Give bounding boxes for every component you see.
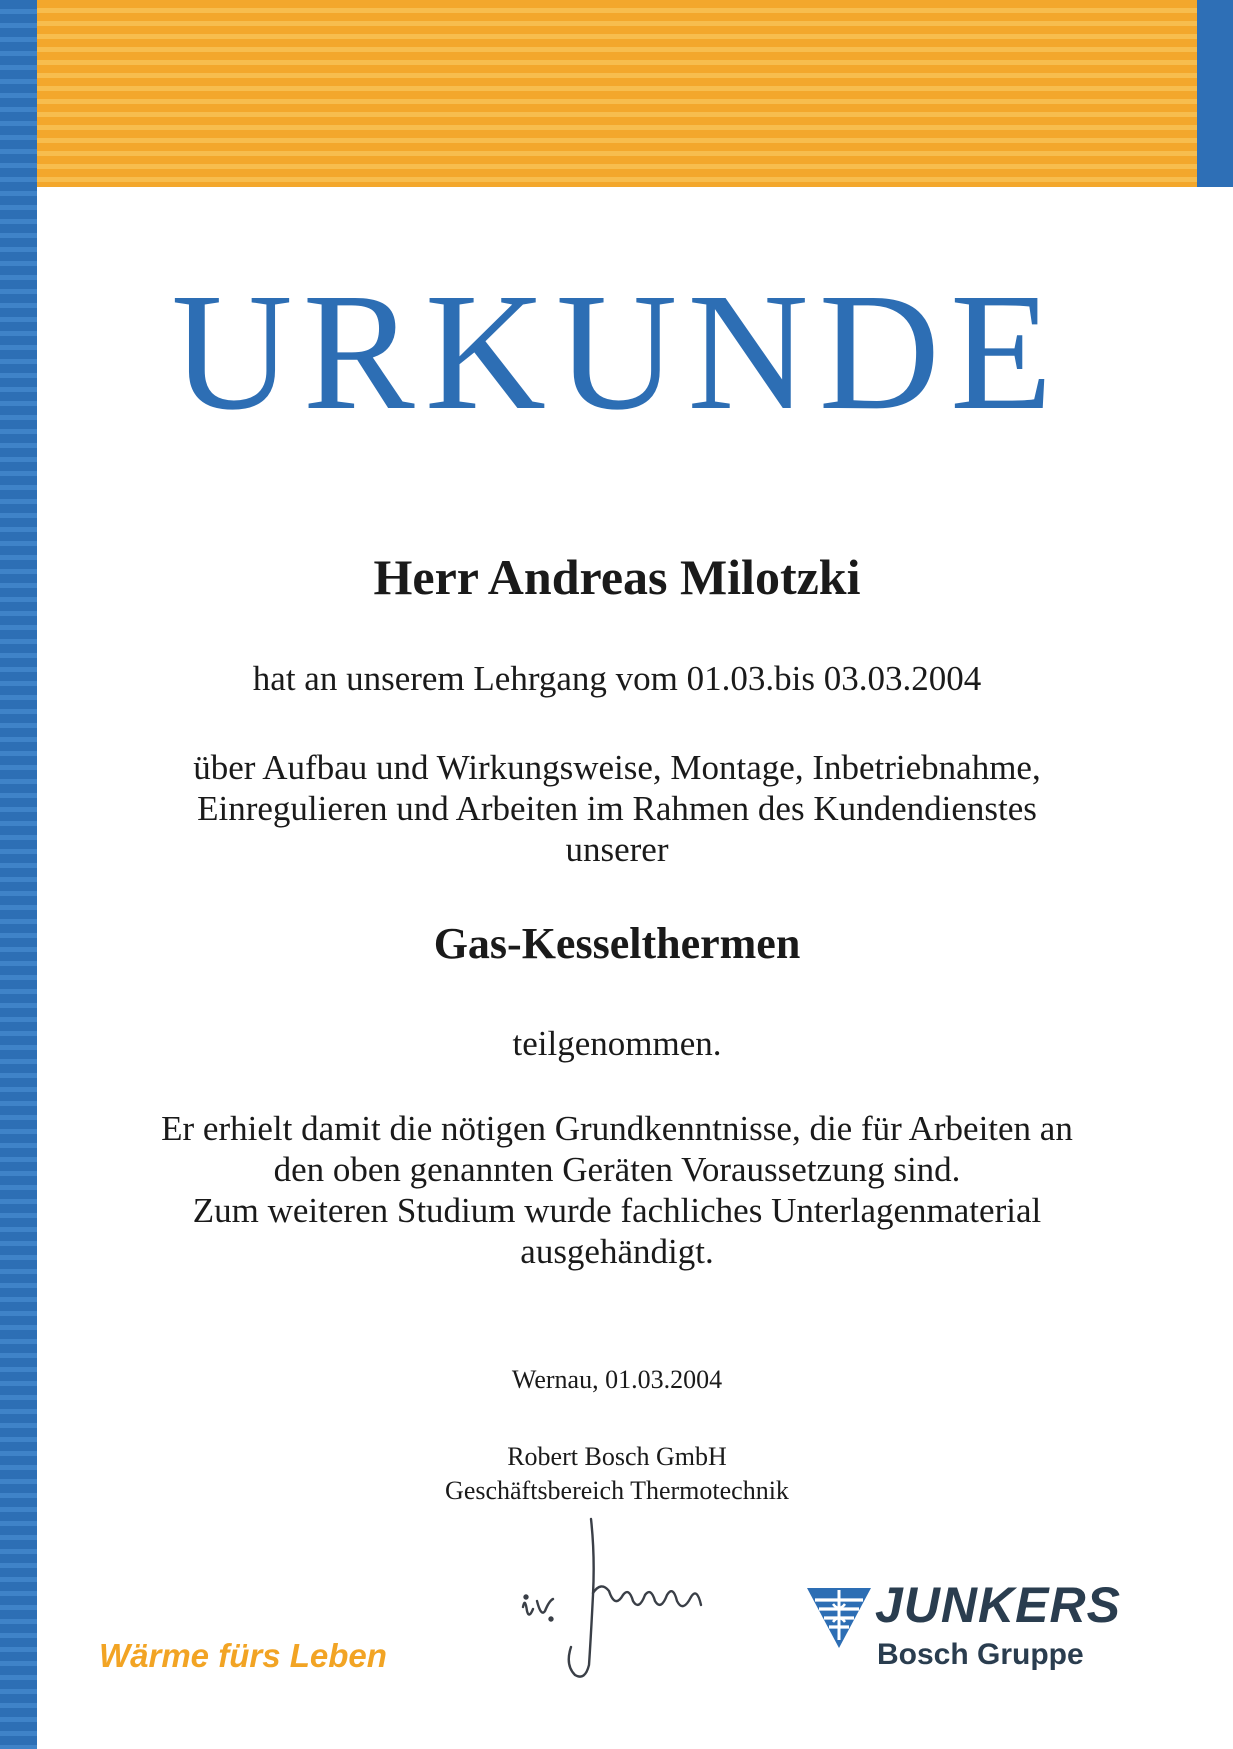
brand-group: Bosch Gruppe — [877, 1638, 1084, 1671]
result-line: den oben genannten Geräten Voraussetzung sind. — [273, 1150, 961, 1189]
result-line: Er erhielt damit die nötigen Grundkenntnisse, die für Arbeiten an — [161, 1109, 1073, 1148]
result-paragraph — [37, 1108, 1197, 1272]
topic-line: unserer — [565, 830, 669, 869]
product-name: Gas-Kesselthermen — [433, 919, 801, 968]
topic-line: Einregulieren und Arbeiten im Rahmen des Kundendienstes — [197, 789, 1037, 828]
certificate-title: URKUNDE — [171, 259, 1063, 445]
issuer-division: Geschäftsbereich Thermotechnik — [445, 1476, 789, 1505]
issuer-company: Robert Bosch GmbH — [507, 1442, 727, 1471]
topic-paragraph — [37, 747, 1197, 870]
participated-text: teilgenommen. — [512, 1024, 722, 1063]
recipient-name: Herr Andreas Milotzki — [373, 549, 861, 605]
issuer-block — [37, 1440, 1197, 1508]
top-decor-band — [37, 0, 1197, 187]
junkers-logo — [805, 1577, 1155, 1690]
top-right-decor-block — [1197, 0, 1233, 187]
left-decor-stripe — [0, 0, 37, 1749]
junkers-emblem-icon — [805, 1582, 873, 1652]
slogan: Wärme fürs Leben — [99, 1637, 387, 1674]
topic-line: über Aufbau und Wirkungsweise, Montage, Inbetriebnahme, — [193, 748, 1041, 787]
place-date: Wernau, 01.03.2004 — [511, 1365, 723, 1394]
signature — [505, 1515, 725, 1685]
brand-name: JUNKERS — [875, 1577, 1121, 1633]
course-dates-line: hat an unserem Lehrgang vom 01.03.bis 03.03.2004 — [252, 659, 982, 698]
result-line: Zum weiteren Studium wurde fachliches Unterlagenmaterial — [192, 1191, 1042, 1230]
result-line: ausgehändigt. — [520, 1232, 714, 1271]
